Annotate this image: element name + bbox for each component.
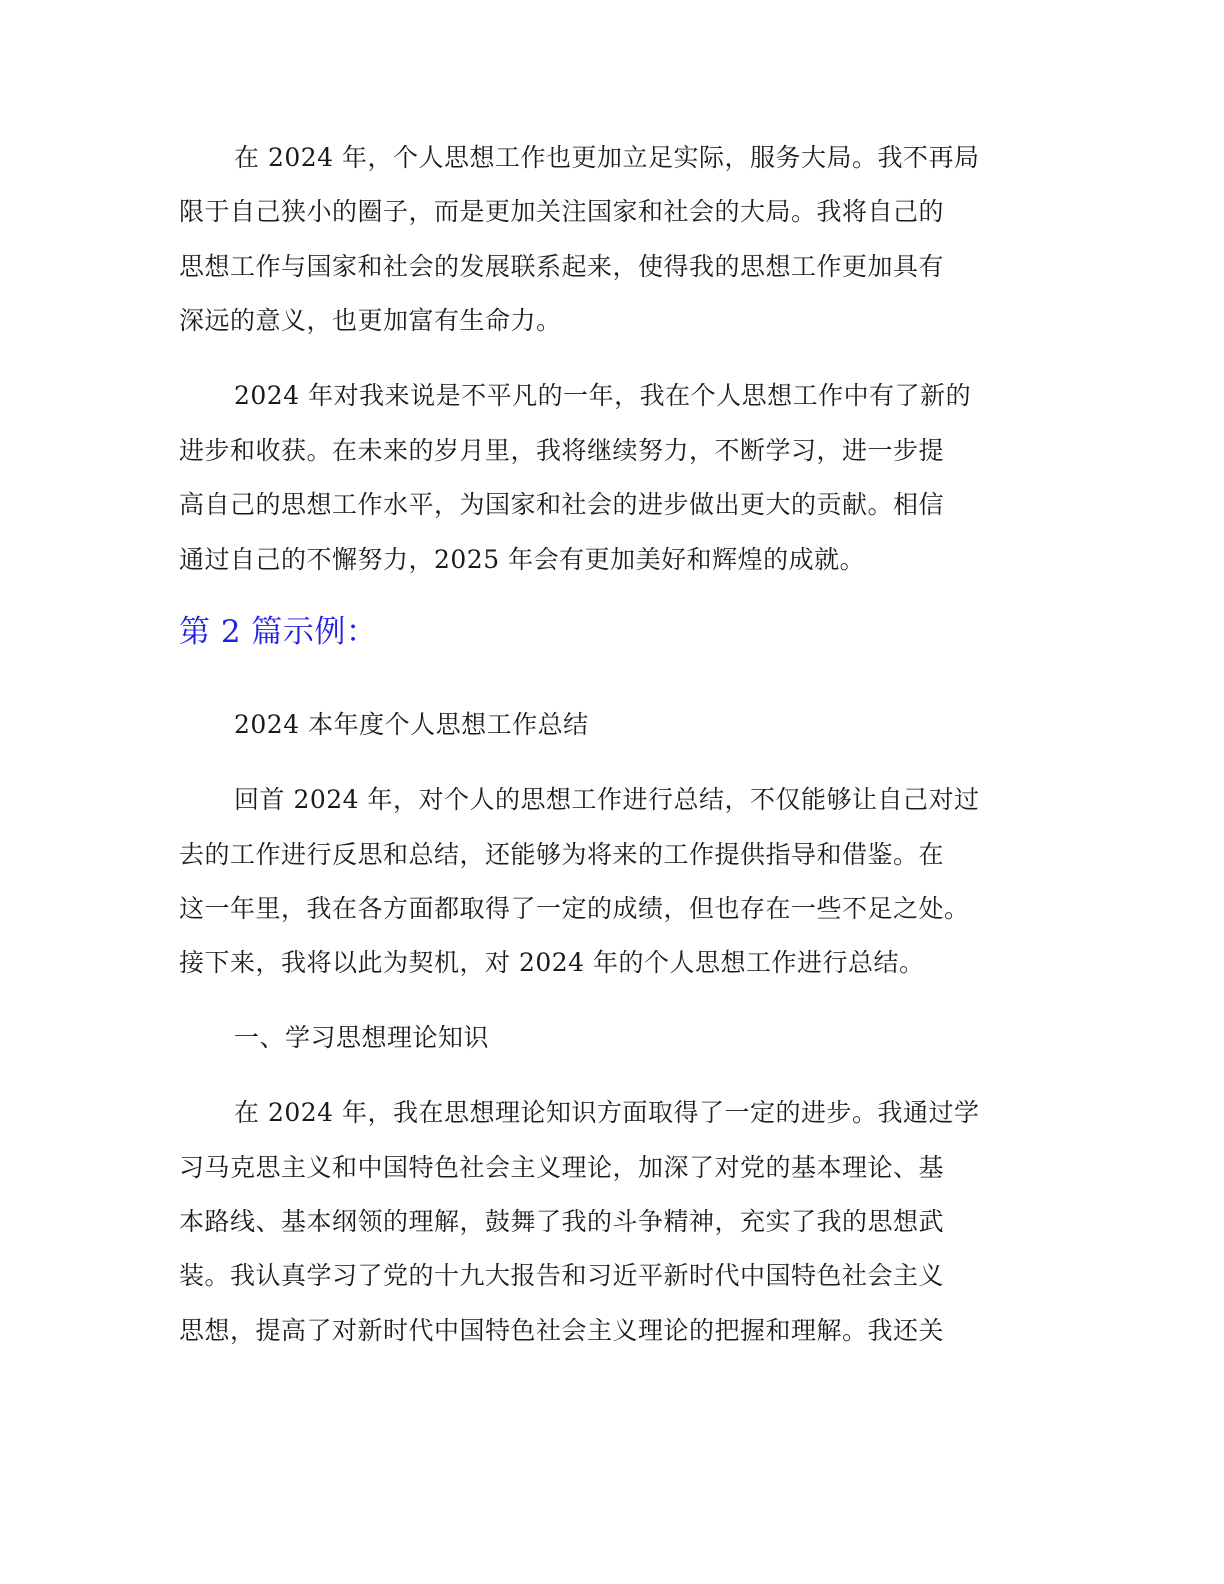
paragraph-line: 在 2024 年，我在思想理论知识方面取得了一定的进步。我通过学 xyxy=(234,1098,980,1127)
paragraph-line: 回首 2024 年，对个人的思想工作进行总结，不仅能够让自己对过 xyxy=(234,785,980,814)
paragraph-line: 进步和收获。在未来的岁月里，我将继续努力，不断学习，进一步提 xyxy=(179,436,945,465)
paragraph-line: 习马克思主义和中国特色社会主义理论，加深了对党的基本理论、基 xyxy=(179,1153,945,1182)
paragraph-line: 思想，提高了对新时代中国特色社会主义理论的把握和理解。我还关 xyxy=(179,1316,945,1345)
section-heading: 第 2 篇示例： xyxy=(179,614,378,650)
paragraph-line: 通过自己的不懈努力，2025 年会有更加美好和辉煌的成就。 xyxy=(179,545,866,574)
paragraph-line: 本路线、基本纲领的理解，鼓舞了我的斗争精神，充实了我的思想武 xyxy=(179,1207,945,1236)
document-title: 2024 本年度个人思想工作总结 xyxy=(234,710,589,739)
paragraph-line: 高自己的思想工作水平，为国家和社会的进步做出更大的贡献。相信 xyxy=(179,490,945,519)
paragraph-line: 思想工作与国家和社会的发展联系起来，使得我的思想工作更加具有 xyxy=(179,252,945,281)
paragraph-line: 限于自己狭小的圈子，而是更加关注国家和社会的大局。我将自己的 xyxy=(179,197,945,226)
paragraph-line: 这一年里，我在各方面都取得了一定的成绩，但也存在一些不足之处。 xyxy=(179,894,970,923)
subsection-title: 一、学习思想理论知识 xyxy=(234,1023,490,1052)
paragraph-line: 2024 年对我来说是不平凡的一年，我在个人思想工作中有了新的 xyxy=(234,381,972,410)
paragraph-line: 装。我认真学习了党的十九大报告和习近平新时代中国特色社会主义 xyxy=(179,1261,945,1290)
paragraph-line: 深远的意义，也更加富有生命力。 xyxy=(179,306,562,335)
paragraph-line: 接下来，我将以此为契机，对 2024 年的个人思想工作进行总结。 xyxy=(179,948,925,977)
paragraph-line: 在 2024 年，个人思想工作也更加立足实际，服务大局。我不再局 xyxy=(234,143,980,172)
paragraph-line: 去的工作进行反思和总结，还能够为将来的工作提供指导和借鉴。在 xyxy=(179,840,945,869)
